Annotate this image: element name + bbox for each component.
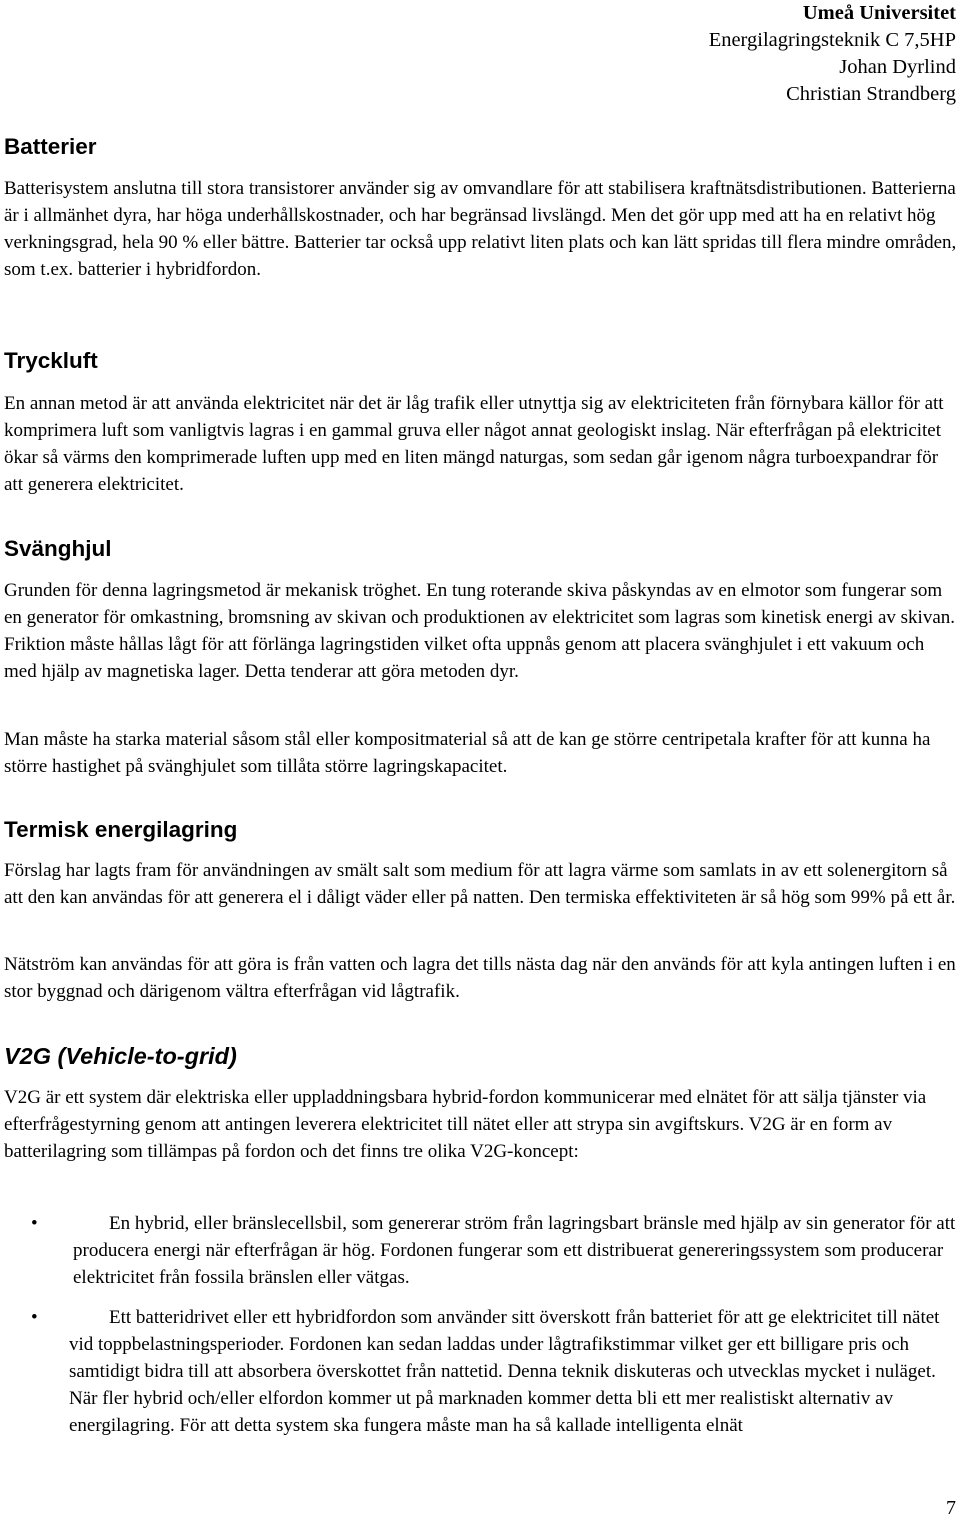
header-course: Energilagringsteknik C 7,5HP: [708, 29, 956, 51]
v2g-list-item-1: [73, 1210, 959, 1291]
heading-svanghjul: Svänghjul: [4, 536, 112, 561]
bullet-marker: •: [31, 1307, 38, 1328]
termisk-paragraph-2: Nätström kan användas för att göra is från vatten och lagra det tills nästa dag när den används för att kyla antingen luften i en stor byggnad och därigenom vältra efterfrågan vid lågtrafik.: [4, 954, 956, 1002]
svanghjul-paragraph-1: Grunden för denna lagringsmetod är mekanisk tröghet. En tung roterande skiva påskyndas av en elmotor som fungerar som en generator för omkastning, bromsning av skivan och produktionen av elektricitet som lagras som kinetisk energi av skivan. Friktion måste hållas lågt för att förlänga lagringstiden vilket ofta uppnås genom att placera svänghjulet i ett vakuum och med hjälp av magnetiska lager. Detta tenderar att göra metoden dyr.: [4, 580, 956, 682]
svanghjul-paragraph-2: Man måste ha starka material såsom stål eller kompositmaterial så att de kan ge större centripetala krafter för att kunna ha större hastighet på svänghjulet som tillåta större lagringskapacitet.: [4, 729, 931, 777]
heading-v2g: V2G (Vehicle-to-grid): [4, 1043, 237, 1069]
header-university: Umeå Universitet: [802, 2, 956, 24]
header-author-1: Johan Dyrlind: [839, 56, 956, 78]
page-number: 7: [946, 1497, 956, 1519]
v2g-list-item-2-text: Ett batteridrivet eller ett hybridfordon som använder sitt överskott från batteriet för att ge elektricitet till nätet vid toppbelastningsperioder. Fordonen kan sedan laddas under lågtrafikstimmar vilket ger ett billigare pris och samtidigt bidra till att absorbera överskottet från nattetid. Denna teknik diskuteras och utvecklas mycket i nuläget. När fler hybrid och/eller elfordon kommer ut på marknaden kommer detta bli ett mer realistiskt alternativ av energilagring. För att detta system ska fungera måste man ha så kallade intelligenta elnät: [69, 1307, 940, 1436]
tryckluft-paragraph: En annan metod är att använda elektricitet när det är låg trafik eller utnyttja sig av elektriciteten från förnybara källor för att komprimera luft som vanligtvis lagras i en gammal gruva eller något annat geologiskt inslag. När efterfrågan på elektricitet ökar så värms den komprimerade luften upp med en liten mängd naturgas, som sedan går igenom några turboexpandrar för att generera elektricitet.: [4, 393, 944, 495]
v2g-list-item-2: [69, 1304, 955, 1439]
termisk-paragraph-1: Förslag har lagts fram för användningen av smält salt som medium för att lagra värme som samlats in av ett solenergitorn så att den kan användas för att generera el i dåligt väder eller på natten. Den termiska effektiviteten är så hög som 99% på ett år.: [4, 860, 956, 908]
v2g-paragraph: V2G är ett system där elektriska eller uppladdningsbara hybrid-fordon kommunicerar med elnätet för att sälja tjänster via efterfrågestyrning genom att antingen leverera elektricitet till nätet eller att strypa sin avgiftskurs. V2G är en form av batterilagring som tillämpas på fordon och det finns tre olika V2G-koncept:: [4, 1087, 927, 1162]
v2g-list-item-1-text: En hybrid, eller bränslecellsbil, som genererar ström från lagringsbart bränsle med hjälp av sin generator för att producera energi när efterfrågan är hög. Fordonen fungerar som ett distribuerat genereringssystem som producerar elektricitet från fossila bränslen eller vätgas.: [73, 1213, 956, 1288]
batterier-paragraph: Batterisystem anslutna till stora transistorer använder sig av omvandlare för att stabilisera kraftnätsdistributionen. Batterierna är i allmänhet dyra, har höga underhållskostnader, och har begränsad livslängd. Men det gör upp med att ha en relativt hög verkningsgrad, hela 90 % eller bättre. Batterier tar också upp relativt liten plats och kan lätt spridas till flera mindre områden, som t.ex. batterier i hybridfordon.: [4, 178, 957, 280]
heading-batterier: Batterier: [4, 134, 97, 159]
heading-termisk-energilagring: Termisk energilagring: [4, 817, 238, 842]
bullet-marker: •: [31, 1213, 38, 1234]
heading-tryckluft: Tryckluft: [4, 348, 98, 373]
page-header: [709, 0, 956, 108]
header-author-2: Christian Strandberg: [786, 83, 956, 105]
